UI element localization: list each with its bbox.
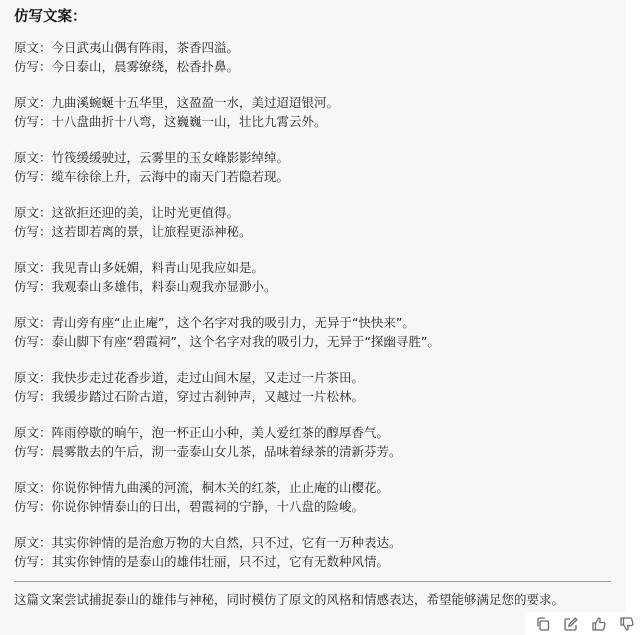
thumbs-up-button[interactable] — [588, 614, 610, 634]
imitation-line: 仿写：晨雾散去的午后，沏一壶泰山女儿茶，品味着绿茶的清新芬芳。 — [14, 444, 402, 459]
pair-list — [14, 38, 614, 571]
copy-button[interactable] — [532, 614, 554, 634]
original-line: 原文：这欲拒还迎的美，让时光更值得。 — [14, 205, 240, 220]
original-line: 原文：阵雨停歇的晌午，泡一杯正山小种，美人爱红茶的醇厚香气。 — [14, 425, 390, 440]
copy-icon — [535, 616, 551, 632]
message-actions-toolbar — [526, 612, 644, 635]
pair-item — [14, 203, 614, 241]
imitation-line: 仿写：泰山脚下有座“碧霞祠”，这个名字对我的吸引力，无异于“探幽寻胜”。 — [14, 334, 440, 349]
imitation-line: 仿写：我缓步踏过石阶古道，穿过古刹钟声，又越过一片松林。 — [14, 389, 365, 404]
imitation-line: 仿写：这若即若离的景，让旅程更添神秘。 — [14, 224, 252, 239]
imitation-line: 仿写：今日泰山，晨雾缭绕，松香扑鼻。 — [14, 59, 240, 74]
pair-item — [14, 258, 614, 296]
imitation-line: 仿写：我观泰山多雄伟，料泰山观我亦显渺小。 — [14, 279, 277, 294]
imitation-line: 仿写：缆车徐徐上升，云海中的南天门若隐若现。 — [14, 169, 290, 184]
pair-item — [14, 313, 614, 351]
pair-item — [14, 93, 614, 131]
section-divider — [14, 581, 611, 582]
original-line: 原文：青山旁有座“止止庵”，这个名字对我的吸引力，无异于“快快来”。 — [14, 315, 415, 330]
imitation-line: 仿写：你说你钟情泰山的日出，碧霞祠的宁静，十八盘的险峻。 — [14, 499, 365, 514]
original-line: 原文：九曲溪蜿蜒十五华里，这盈盈一水，美过迢迢银河。 — [14, 95, 340, 110]
thumbs-down-icon — [619, 616, 635, 632]
original-line: 原文：你说你钟情九曲溪的河流，桐木关的红茶，止止庵的山樱花。 — [14, 480, 390, 495]
pair-item — [14, 148, 614, 186]
pair-item — [14, 478, 614, 516]
imitation-line: 仿写：十八盘曲折十八弯，这巍巍一山，壮比九霄云外。 — [14, 114, 327, 129]
edit-icon — [563, 616, 579, 632]
original-line: 原文：我快步走过花香步道，走过山间木屋，又走过一片茶田。 — [14, 370, 365, 385]
pair-item — [14, 533, 614, 571]
original-line: 原文：今日武夷山偶有阵雨，茶香四溢。 — [14, 40, 240, 55]
imitation-line: 仿写：其实你钟情的是泰山的雄伟壮丽，只不过，它有无数种风情。 — [14, 554, 390, 569]
edit-button[interactable] — [560, 614, 582, 634]
thumbs-down-button[interactable] — [616, 614, 638, 634]
closing-note: 这篇文案尝试捕捉泰山的雄伟与神秘，同时模仿了原文的风格和情感表达，希望能够满足您的要求。 — [14, 592, 565, 607]
right-margin — [626, 0, 644, 635]
message-content — [14, 8, 614, 588]
pair-item — [14, 38, 614, 76]
original-line: 原文：其实你钟情的是治愈万物的大自然，只不过，它有一万种表达。 — [14, 535, 402, 550]
pair-item — [14, 368, 614, 406]
pair-item — [14, 423, 614, 461]
original-line: 原文：我见青山多妩媚，料青山见我应如是。 — [14, 260, 265, 275]
copy-heading: 仿写文案： — [14, 9, 87, 25]
thumbs-up-icon — [591, 616, 607, 632]
original-line: 原文：竹筏缓缓驶过，云雾里的玉女峰影影绰绰。 — [14, 150, 290, 165]
